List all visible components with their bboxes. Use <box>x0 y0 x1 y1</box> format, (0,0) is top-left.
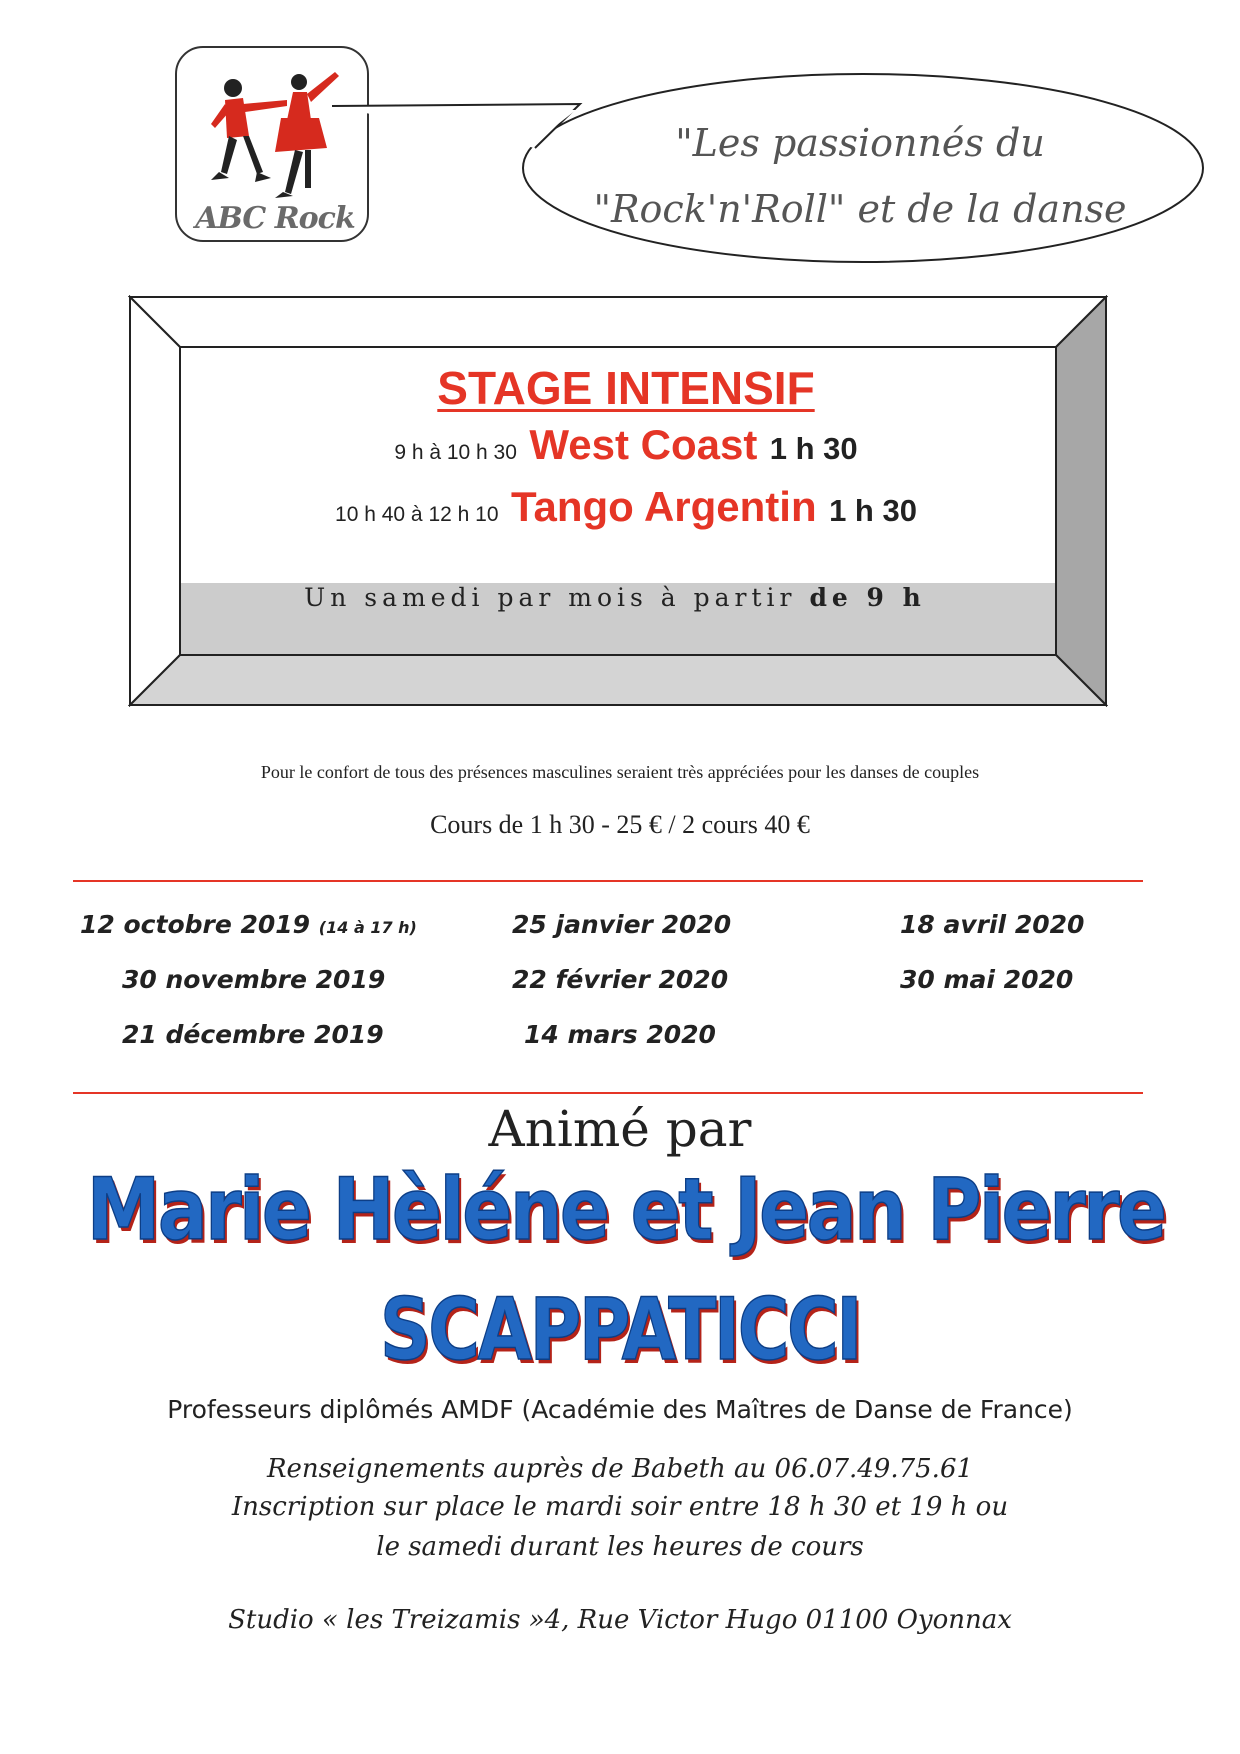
course-duration: 1 h 30 <box>769 431 858 466</box>
course-name: West Coast <box>529 421 758 468</box>
teacher-names: Marie Hèléne et Jean Pierre <box>86 1160 1165 1260</box>
animated-by: Animé par <box>488 1100 752 1158</box>
date-item: 14 mars 2020 <box>524 1020 716 1049</box>
slogan-line-1: "Les passionnés du <box>675 121 1045 165</box>
date-item: 25 janvier 2020 <box>512 910 732 939</box>
slogan <box>580 110 1140 242</box>
course-duration: 1 h 30 <box>829 493 917 528</box>
course-time: 9 h à 10 h 30 <box>394 441 517 464</box>
date-note: (14 à 17 h) <box>318 918 417 937</box>
schedule <box>180 583 1050 612</box>
teacher-surname: SCAPPATICCI <box>379 1280 861 1380</box>
info-contact: Renseignements auprès de Babeth au 06.07.49.75.61 <box>266 1454 974 1484</box>
date-item: 30 novembre 2019 <box>122 965 386 994</box>
course-tango-argentin <box>226 483 1026 531</box>
stage-title: STAGE INTENSIF <box>437 362 815 414</box>
divider-top <box>73 880 1143 882</box>
stage-frame <box>128 295 1108 707</box>
date-item: 12 octobre 2019 (14 à 17 h) <box>80 910 417 939</box>
address: Studio « les Treizamis »4, Rue Victor Hugo 01100 Oyonnax <box>228 1605 1012 1635</box>
course-name: Tango Argentin <box>510 483 817 530</box>
logo-text: ABC Rock <box>195 201 355 236</box>
divider-bottom <box>73 1092 1143 1094</box>
slogan-line-2: "Rock'n'Roll" et de la danse <box>593 187 1127 231</box>
price: Cours de 1 h 30 - 25 € / 2 cours 40 € <box>430 810 810 839</box>
course-west-coast <box>226 421 1026 469</box>
info-registration-saturday: le samedi durant les heures de cours <box>376 1532 864 1562</box>
info-registration: Inscription sur place le mardi soir entre 18 h 30 et 19 h ou <box>231 1492 1009 1522</box>
date-item: 18 avril 2020 <box>900 910 1085 939</box>
note: Pour le confort de tous des présences masculines seraient très appréciées pour les danses de couples <box>260 762 980 782</box>
date-item: 22 février 2020 <box>512 965 729 994</box>
course-time: 10 h 40 à 12 h 10 <box>335 503 499 526</box>
schedule-prefix: Un samedi par mois à partir <box>304 583 797 612</box>
date-item: 30 mai 2020 <box>900 965 1074 994</box>
schedule-start: de 9 h <box>809 583 926 612</box>
date-item: 21 décembre 2019 <box>122 1020 384 1049</box>
credentials: Professeurs diplômés AMDF (Académie des Maîtres de Danse de France) <box>167 1395 1073 1424</box>
